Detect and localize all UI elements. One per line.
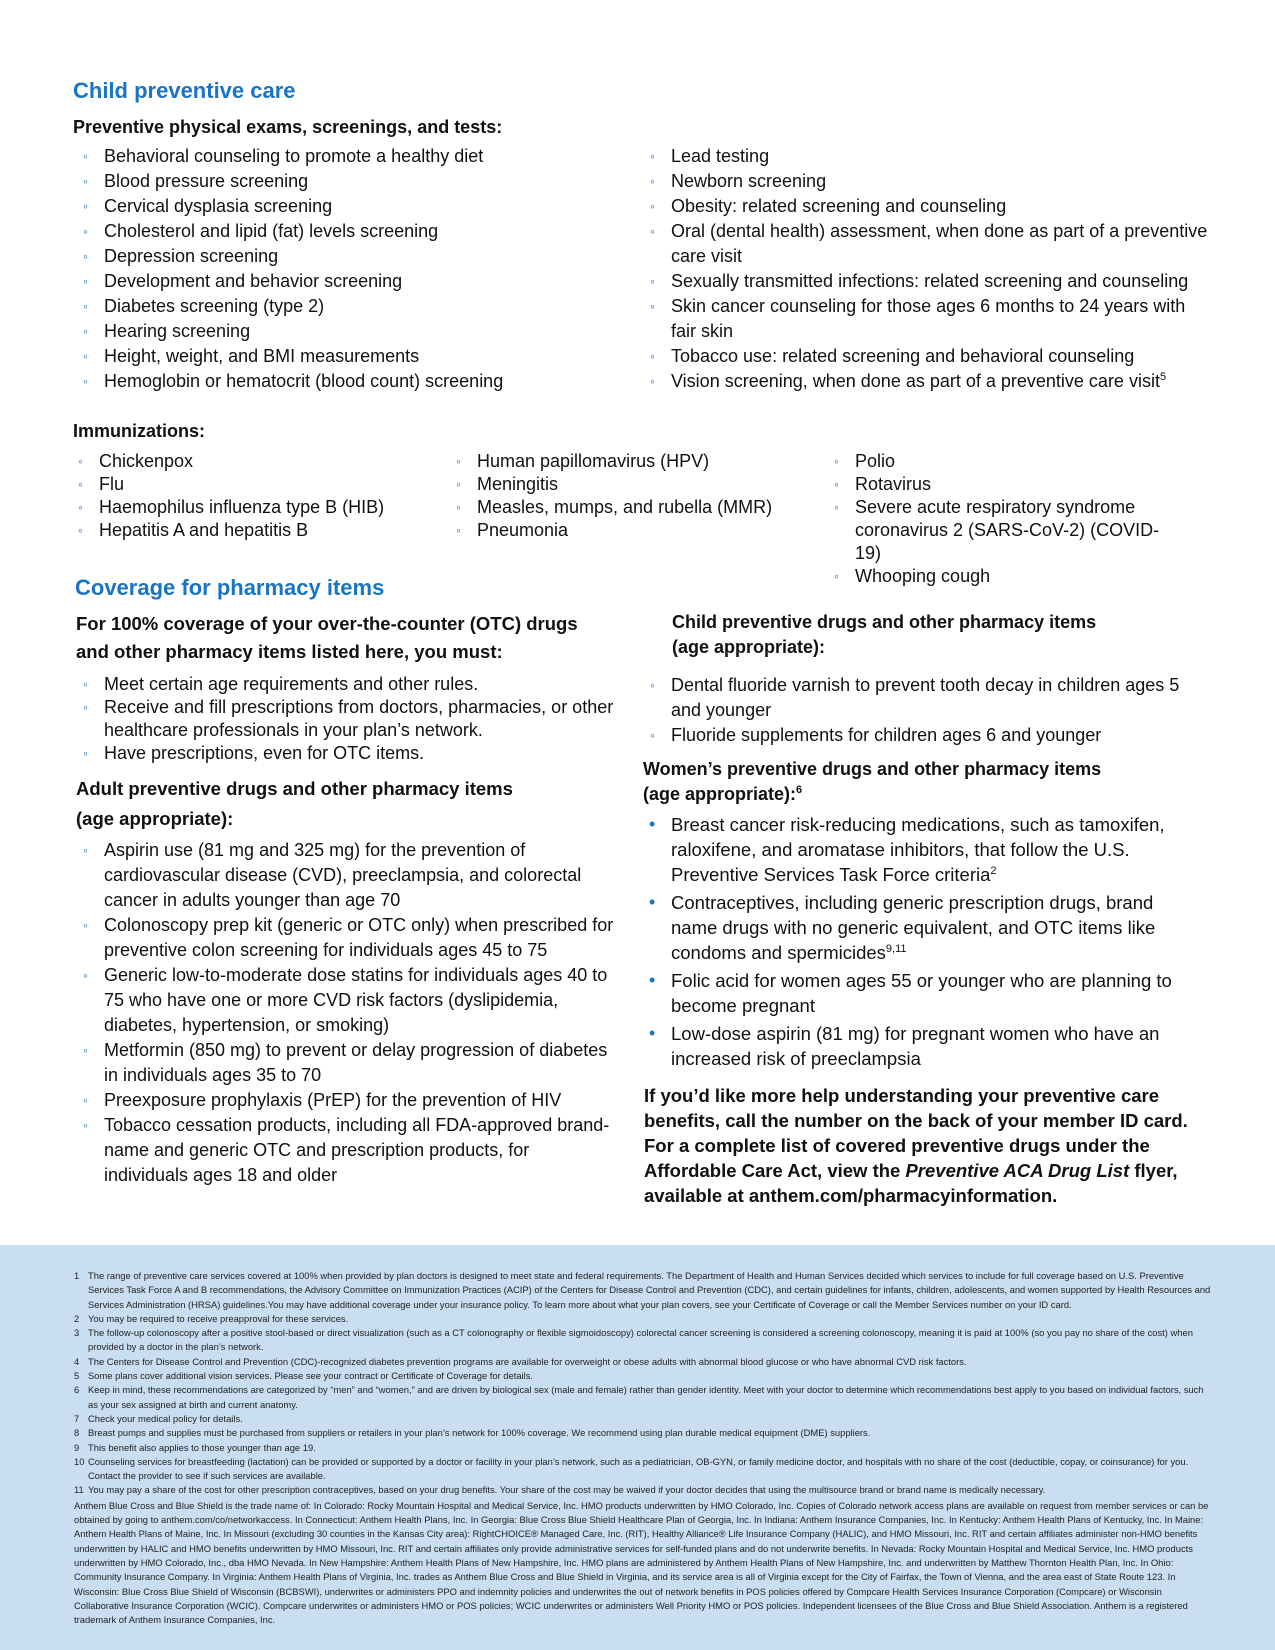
footnote-text: Some plans cover additional vision services. Please see your contract or Certificate of Coverage for details. xyxy=(88,1370,534,1382)
footnote-number: 6 xyxy=(74,1384,80,1396)
footnote-ref: 6 xyxy=(796,784,803,796)
vision-screening-text: Vision screening, when done as part of a preventive care visit xyxy=(671,371,1160,391)
footnote-number: 9 xyxy=(74,1441,80,1453)
list-item: ◦ Blood pressure screening xyxy=(74,169,614,194)
list-item: ◦ Hemoglobin or hematocrit (blood count) screening xyxy=(74,369,614,394)
list-item: ◦ Colonoscopy prep kit (generic or OTC only) when prescribed for preventive colon screening for individuals ages 45 to 75 xyxy=(74,913,614,963)
footnote-number: 10 xyxy=(74,1455,85,1467)
list-item: ◦ Diabetes screening (type 2) xyxy=(74,294,614,319)
legal-disclaimer: Anthem Blue Cross and Blue Shield is the trade name of: In Colorado: Rocky Mountain Hospital and Medical Service, Inc. HMO products underwritten by HMO Colorado, Inc. Copies of Colorado network access plans are available on request from member services or can be obtained by going to anthem.com/co/networkaccess. In Connecticut: Anthem Health Plans, Inc. In Georgia: Blue Cross Blue Shield Healthcare Plan of Georgia, Inc. In Indiana: Anthem Insurance Companies, Inc. In Kentucky: Anthem Health Plans of Kentucky, Inc. In Maine: Anthem Health Plans of Maine, Inc. In Missouri (excluding 30 counties in the Kansas City area): RightCHOICE® Managed Care, Inc. (RIT), Healthy Alliance® Life Insurance Company (HALIC), and HMO Missouri, Inc. RIT and certain affiliates administer non-HMO benefits underwritten by HALIC and HMO benefits underwritten by HMO Missouri, Inc. RIT and certain affiliates only provide administrative services for self-funded plans and do not underwrite benefits. In Nevada: Rocky Mountain Hospital and Medical Service, Inc. HMO products underwritten by HMO Colorado, Inc., dba HMO Nevada. In New Hampshire: Anthem Health Plans of New Hampshire, Inc. HMO plans are administered by Anthem Health Plans of New Hampshire, Inc. and underwritten by Matthew Thornton Health Plan, Inc. In Ohio: Community Insurance Company. In Virginia: Anthem Health Plans of Virginia, Inc. trades as Anthem Blue Cross and Blue Shield in Virginia, and its service area is all of Virginia except for the City of Fairfax, the Town of Vienna, and the area east of State Route 123. In Wisconsin: Blue Cross Blue Shield of Wisconsin (BCBSWI), underwrites or administers PPO and indemnity policies and underwrites the out of network benefits in POS policies offered by Compcare Health Services Insurance Corporation (Compcare) or Wisconsin Collaborative Insurance Corporation (WCIC). Compcare underwrites or administers HMO or POS policies; WCIC underwrites or administers Well Priority HMO or POS policies. Independent licensees of the Blue Cross and Blue Shield Association. Anthem is a registered trademark of Anthem Insurance Companies, Inc. xyxy=(74,1499,1209,1626)
list-item: ◦ Cervical dysplasia screening xyxy=(74,194,614,219)
exams-list-right xyxy=(641,144,1211,394)
list-item: ◦ Pneumonia xyxy=(447,519,817,542)
list-item: ◦ Lead testing xyxy=(641,144,1211,169)
help-callout-text: If you’d like more help understanding your preventive care benefits, call the number on the back of your member ID card. For a complete list of covered preventive drugs under the Affordable Care Act, view the xyxy=(644,1085,1188,1181)
footnote-ref: 5 xyxy=(1159,371,1167,383)
footnote-text: This benefit also applies to those younger than age 19. xyxy=(88,1441,316,1453)
drug-list-title: Preventive ACA Drug List xyxy=(905,1160,1130,1181)
list-item: ◦ Chickenpox xyxy=(69,450,439,473)
list-item: ◦ Whooping cough xyxy=(825,565,1185,588)
women-drugs-list xyxy=(641,812,1191,1074)
footnote-text: You may pay a share of the cost for other prescription contraceptives, based on your drug benefits. Your share of the cost may be waived if your doctor decides that using the multisource brand or brand name is medically necessary. xyxy=(88,1484,1046,1496)
list-item xyxy=(641,890,1191,965)
footnote-text: The range of preventive care services covered at 100% when provided by plan doctors is designed to meet state and federal requirements. The Department of Health and Human Services decided which services to include for full coverage based on U.S. Preventive Services Task Force A and B recommendations, the Advisory Committee on Immunization Practices (ACIP) of the Centers for Disease Control and Prevention (CDC), and certain guidelines for infants, children, adolescents, and women supported by Health Resources and Services Administration (HRSA) guidelines.You may have additional coverage under your insurance policy. To learn more about what your plan covers, see your Certificate of Coverage or call the Member Services number on your ID card. xyxy=(88,1270,1211,1310)
otc-heading: For 100% coverage of your over-the-counter (OTC) drugs and other pharmacy items listed here, you must: xyxy=(76,613,578,662)
footnote-number: 3 xyxy=(74,1327,80,1339)
women-drugs-heading xyxy=(643,757,1123,807)
list-item: ◦ Hepatitis A and hepatitis B xyxy=(69,519,439,542)
list-item: ◦ Flu xyxy=(69,473,439,496)
help-callout xyxy=(644,1083,1204,1208)
footnote-text: Counseling services for breastfeeding (lactation) can be provided or supported by a doctor or facility in your plan’s network, such as a pediatrician, OB-GYN, or family medicine doctor, and hospitals with no share of the cost (deductible, copay, or coinsurance) for you. Contact the provider to see if such services are available. xyxy=(88,1455,1189,1482)
footnote xyxy=(74,1355,1215,1369)
footnote-text: Keep in mind, these recommendations are categorized by “men” and “women,” and are driven by biological sex (male and female) rather than gender identity. Meet with your doctor to determine which recommendations best apply to you based on individual factors, such as your sex assigned at birth and current anatomy. xyxy=(88,1384,1204,1410)
exams-list-left xyxy=(74,144,614,394)
footnote xyxy=(74,1383,1215,1412)
list-item: ◦ Cholesterol and lipid (fat) levels screening xyxy=(74,219,614,244)
list-item: ◦ Human papillomavirus (HPV) xyxy=(447,450,817,473)
footnote-text: Breast pumps and supplies must be purchased from suppliers or retailers in your plan’s network for 100% coverage. We recommend using plan durable medical equipment (DME) suppliers. xyxy=(88,1427,871,1439)
child-preventive-care-title: Child preventive care xyxy=(73,78,296,103)
list-item: ◦ Tobacco cessation products, including all FDA-approved brand-name and generic OTC and prescription products, for individuals ages 18 and older xyxy=(74,1113,614,1188)
list-item: ◦ Tobacco use: related screening and behavioral counseling xyxy=(641,344,1211,369)
women-drugs-heading-text: Women’s preventive drugs and other pharmacy items (age appropriate): xyxy=(643,759,1102,804)
list-item: ◦ Meet certain age requirements and other rules. xyxy=(74,673,624,696)
adult-heading: Adult preventive drugs and other pharmacy items (age appropriate): xyxy=(76,778,513,829)
list-item: • Low-dose aspirin (81 mg) for pregnant women who have an increased risk of preeclampsia xyxy=(641,1021,1191,1071)
list-item: ◦ Measles, mumps, and rubella (MMR) xyxy=(447,496,817,519)
list-item: ◦ Development and behavior screening xyxy=(74,269,614,294)
footnote-number: 1 xyxy=(74,1270,80,1281)
list-item: ◦ Aspirin use (81 mg and 325 mg) for the prevention of cardiovascular disease (CVD), preeclampsia, and colorectal cancer in adults younger than age 70 xyxy=(74,838,614,913)
list-item: ◦ Fluoride supplements for children ages 6 and younger xyxy=(641,723,1201,748)
footnote xyxy=(74,1483,1215,1497)
footnote-text: The Centers for Disease Control and Prevention (CDC)-recognized diabetes prevention programs are available for overweight or obese adults with abnormal blood glucose or who have abnormal CVD risk factors. xyxy=(88,1355,967,1367)
list-item: ◦ Have prescriptions, even for OTC items. xyxy=(74,742,624,765)
adult-list xyxy=(74,838,614,1188)
list-item: ◦ Preexposure prophylaxis (PrEP) for the prevention of HIV xyxy=(74,1088,614,1113)
footnote-number: 7 xyxy=(74,1412,80,1424)
list-item: ◦ Skin cancer counseling for those ages 6 months to 24 years with fair skin xyxy=(641,294,1211,344)
list-item: ◦ Behavioral counseling to promote a healthy diet xyxy=(74,144,614,169)
footnote xyxy=(74,1426,1215,1440)
child-drugs-heading: Child preventive drugs and other pharmacy items (age appropriate): xyxy=(672,612,1097,657)
list-item: ◦ Obesity: related screening and counseling xyxy=(641,194,1211,219)
footnotes-panel xyxy=(0,1245,1275,1650)
immunizations-heading: Immunizations: xyxy=(73,421,206,441)
list-item: ◦ Oral (dental health) assessment, when done as part of a preventive care visit xyxy=(641,219,1211,269)
list-item: ◦ Polio xyxy=(825,450,1185,473)
list-item: ◦ Metformin (850 mg) to prevent or delay progression of diabetes in individuals ages 35 to 70 xyxy=(74,1038,614,1088)
pharmacy-title: Coverage for pharmacy items xyxy=(75,575,385,600)
list-item: ◦ Sexually transmitted infections: related screening and counseling xyxy=(641,269,1211,294)
immunizations-col-2 xyxy=(447,450,817,542)
footnote xyxy=(74,1312,1215,1326)
footnote xyxy=(74,1441,1215,1455)
list-item: ◦ Rotavirus xyxy=(825,473,1185,496)
list-item: ◦ Height, weight, and BMI measurements xyxy=(74,344,614,369)
footnote-number: 11 xyxy=(74,1484,84,1496)
list-item: ◦ Meningitis xyxy=(447,473,817,496)
footnote-text: The follow-up colonoscopy after a positive stool-based or direct visualization (such as a CT colonography or flexible sigmoidoscopy) colorectal cancer screening is considered a screening colonoscopy, meaning it is paid at 100% (so you pay no share of the cost) when provided by a doctor in the plan’s network. xyxy=(88,1327,1193,1353)
list-item: • Folic acid for women ages 55 or younger who are planning to become pregnant xyxy=(641,968,1191,1018)
child-drugs-list xyxy=(641,673,1201,748)
footnote-number: 4 xyxy=(74,1355,80,1367)
list-item: ◦ Hearing screening xyxy=(74,319,614,344)
footnote-text: Check your medical policy for details. xyxy=(88,1412,243,1424)
list-item xyxy=(641,369,1211,394)
list-item: ◦ Receive and fill prescriptions from doctors, pharmacies, or other healthcare professionals in your plan’s network. xyxy=(74,696,624,742)
list-item: ◦ Newborn screening xyxy=(641,169,1211,194)
footnote xyxy=(74,1412,1215,1426)
list-item: ◦ Dental fluoride varnish to prevent tooth decay in children ages 5 and younger xyxy=(641,673,1201,723)
list-item: ◦ Generic low-to-moderate dose statins for individuals ages 40 to 75 who have one or more CVD risk factors (dyslipidemia, diabetes, hypertension, or smoking) xyxy=(74,963,614,1038)
women-item-text: Contraceptives, including generic prescription drugs, brand name drugs with no generic equivalent, and OTC items like condoms and spermicides xyxy=(671,892,1156,963)
footnote-number: 5 xyxy=(74,1370,80,1382)
immunizations-col-1 xyxy=(69,450,439,542)
footnote-number: 8 xyxy=(74,1427,80,1439)
footnote-ref: 9,11 xyxy=(885,942,907,955)
footnote xyxy=(74,1369,1215,1383)
immunizations-col-3 xyxy=(825,450,1185,588)
list-item: ◦ Haemophilus influenza type B (HIB) xyxy=(69,496,439,519)
footnote-text: You may be required to receive preapproval for these services. xyxy=(88,1312,349,1324)
footnote xyxy=(74,1455,1215,1484)
footnote-number: 2 xyxy=(74,1312,80,1324)
footnote xyxy=(74,1269,1215,1312)
otc-list xyxy=(74,673,624,765)
list-item xyxy=(641,812,1191,887)
help-callout-link-text: flyer, available at anthem.com/pharmacyinformation. xyxy=(644,1160,1178,1206)
exams-heading: Preventive physical exams, screenings, and tests: xyxy=(73,117,503,137)
list-item: ◦ Severe acute respiratory syndrome coronavirus 2 (SARS-CoV-2) (COVID-19) xyxy=(825,496,1185,565)
women-item-text: Breast cancer risk-reducing medications, such as tamoxifen, raloxifene, and aromatase inhibitors, that follow the U.S. Preventive Services Task Force criteria xyxy=(671,814,1165,885)
list-item: ◦ Depression screening xyxy=(74,244,614,269)
footnote xyxy=(74,1326,1215,1355)
footnote-ref: 2 xyxy=(990,864,997,877)
